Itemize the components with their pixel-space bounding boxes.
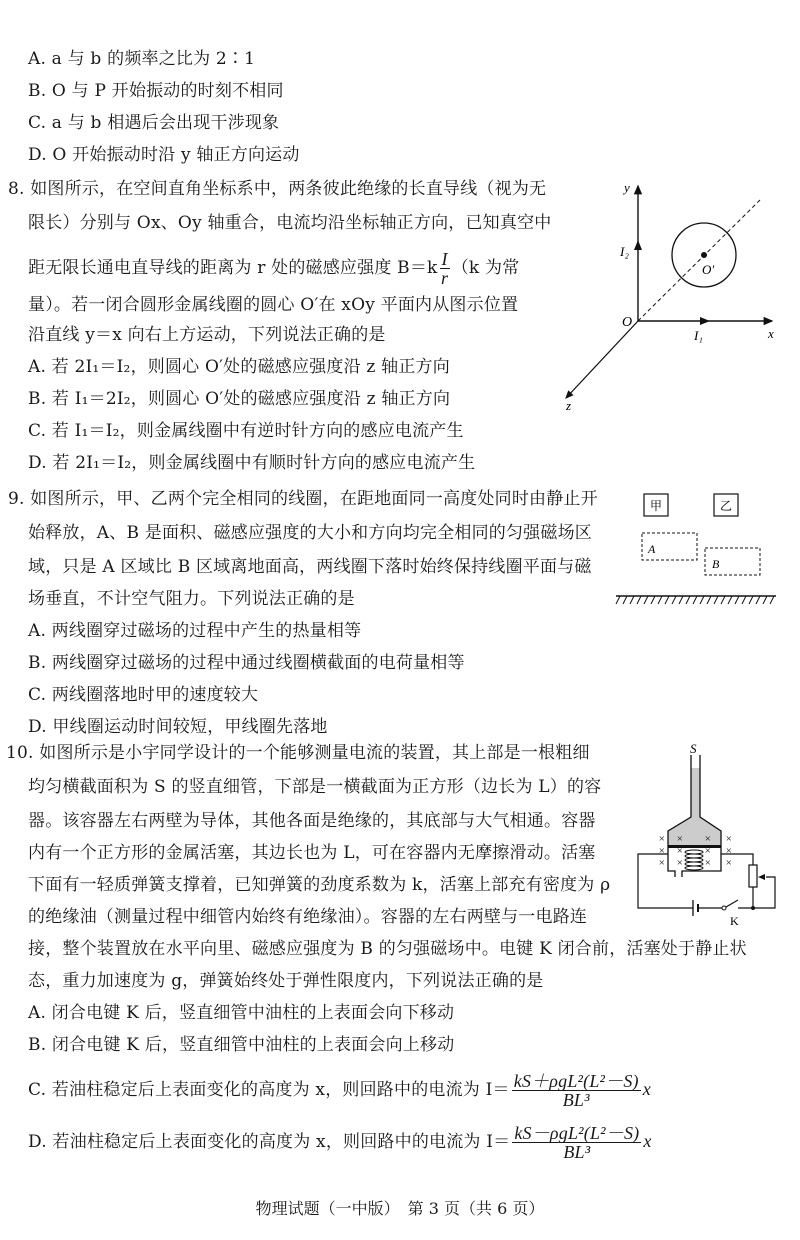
z-axis-label: z	[566, 398, 572, 413]
svg-text:×: ×	[725, 833, 733, 845]
ground-hatch	[616, 596, 774, 604]
q9-option-a: A. 两线圈穿过磁场的过程中产生的热量相等	[28, 621, 362, 641]
i2-arrow-icon	[634, 240, 642, 250]
line-y-equals-x	[638, 200, 760, 321]
container-left-wall	[668, 845, 675, 877]
switch-label: K	[730, 914, 739, 925]
q8-stem-line-3	[28, 250, 519, 287]
coil-center-dot	[701, 252, 707, 258]
q8-option-c: C. 若 I₁＝I₂，则金属线圈中有逆时针方向的感应电流产生	[28, 421, 464, 441]
q8-stem-line-3-text: 距无限长通电直导线的距离为 r 处的磁感应强度 B＝k	[28, 258, 438, 278]
q10-option-c	[28, 1072, 651, 1109]
option-c-denominator: BL³	[562, 1090, 590, 1110]
q8-stem-line-4: 量）。若一闭合圆形金属线圈的圆心 O′在 xOy 平面内从图示位置	[28, 295, 519, 315]
q9-stem-line-2: 始释放，A、B 是面积、磁感应强度的大小和方向均完全相同的匀强磁场区	[28, 523, 592, 543]
q8-option-d: D. 若 2I₁＝I₂，则金属线圈中有顺时针方向的感应电流产生	[28, 453, 476, 473]
x-axis-label: x	[768, 326, 774, 341]
rheostat-slider-arrow-icon[interactable]	[758, 874, 765, 880]
q10-stem-line-2: 均匀横截面积为 S 的竖直细管，下部是一横截面为正方形（边长为 L）的容	[28, 777, 602, 797]
option-c-x: x	[642, 1079, 651, 1099]
tube-area-label: S	[690, 741, 697, 756]
q9-option-c: C. 两线圈落地时甲的速度较大	[28, 685, 259, 705]
q10-stem-line-6: 的绝缘油（测量过程中细管内始终有绝缘油）。容器的左右两壁与一电路连	[28, 907, 588, 927]
svg-text:×: ×	[725, 857, 733, 869]
rheostat	[749, 865, 757, 887]
q8-coordinate-figure	[560, 170, 800, 420]
switch-pivot	[722, 906, 726, 910]
q10-option-d	[28, 1124, 652, 1161]
spring-icon	[685, 850, 703, 870]
q10-stem-line-5: 下面有一轻质弹簧支撑着，已知弹簧的劲度系数为 k，活塞上部充有密度为 ρ	[28, 875, 611, 895]
q7-option-b: B. O 与 P 开始振动的时刻不相同	[28, 81, 284, 101]
svg-text:×: ×	[676, 833, 684, 845]
q10-apparatus-figure	[620, 735, 800, 925]
origin-label: O	[622, 315, 633, 330]
formula-b-fraction	[440, 250, 450, 287]
y-axis-label: y	[624, 180, 630, 195]
coil-jia-label: 甲	[650, 499, 663, 513]
q10-stem-line-1: 10. 如图所示是小宇同学设计的一个能够测量电流的装置，其上部是一根粗细	[6, 743, 590, 763]
q8-stem-line-3-tail: （k 为常	[451, 258, 520, 278]
q9-stem-line-1: 9. 如图所示，甲、乙两个完全相同的线圈，在距地面同一高度处同时由静止开	[8, 489, 598, 509]
option-d-numerator: kS－ρgL²(L²－S)	[514, 1123, 640, 1143]
q9-coils-figure	[600, 480, 800, 620]
option-d-denominator: BL³	[563, 1142, 591, 1162]
option-c-fraction	[512, 1072, 641, 1109]
q9-stem-line-4: 场垂直，不计空气阻力。下列说法正确的是	[28, 589, 355, 609]
svg-text:×: ×	[676, 845, 684, 857]
q10-stem-line-8: 态，重力加速度为 g，弹簧始终处于弹性限度内，下列说法正确的是	[28, 971, 544, 991]
z-axis	[566, 321, 638, 398]
svg-text:×: ×	[658, 833, 666, 845]
q9-option-d: D. 甲线圈运动时间较短，甲线圈先落地	[28, 717, 328, 737]
i1-label: I₁	[694, 328, 703, 343]
svg-text:×: ×	[676, 857, 684, 869]
center-label: O′	[702, 262, 715, 277]
option-d-x: x	[643, 1131, 652, 1151]
q8-stem-line-2: 限长）分别与 Ox、Oy 轴重合，电流均沿坐标轴正方向，已知真空中	[28, 213, 552, 233]
q10-option-a: A. 闭合电键 K 后，竖直细管中油柱的上表面会向下移动	[28, 1003, 455, 1023]
svg-text:×: ×	[725, 845, 733, 857]
q10-option-b: B. 闭合电键 K 后，竖直细管中油柱的上表面会向上移动	[28, 1035, 455, 1055]
formula-numerator: I	[441, 249, 448, 269]
q10-option-d-text: D. 若油柱稳定后上表面变化的高度为 x，则回路中的电流为 I＝	[28, 1132, 511, 1152]
svg-text:×: ×	[704, 833, 712, 845]
q8-stem-line-1: 8. 如图所示，在空间直角坐标系中，两条彼此绝缘的长直导线（视为无	[8, 179, 547, 199]
q9-option-b: B. 两线圈穿过磁场的过程中通过线圈横截面的电荷量相等	[28, 653, 465, 673]
q8-stem-line-5: 沿直线 y＝x 向右上方运动，下列说法正确的是	[28, 325, 386, 345]
svg-text:×: ×	[658, 857, 666, 869]
formula-denominator: r	[441, 268, 449, 288]
region-b-label: B	[712, 557, 720, 571]
q7-option-c: C. a 与 b 相遇后会出现干涉现象	[28, 113, 280, 133]
page-footer: 物理试题（一中版） 第 3 页（共 6 页）	[255, 1199, 545, 1218]
switch-k-icon[interactable]	[726, 900, 738, 907]
i1-arrow-icon	[700, 317, 710, 325]
circuit-left-wire	[638, 854, 693, 908]
q10-stem-line-4: 内有一个正方形的金属活塞，其边长也为 L，可在容器内无摩擦滑动。活塞	[28, 843, 596, 863]
svg-text:×: ×	[704, 845, 712, 857]
q10-option-c-text: C. 若油柱稳定后上表面变化的高度为 x，则回路中的电流为 I＝	[28, 1080, 510, 1100]
q8-option-a: A. 若 2I₁＝I₂，则圆心 O′处的磁感应强度沿 z 轴正方向	[28, 357, 450, 377]
option-c-numerator: kS＋ρgL²(L²－S)	[513, 1071, 639, 1091]
option-d-fraction	[512, 1124, 641, 1161]
q10-stem-line-3: 器。该容器左右两壁为导体，其他各面是绝缘的，其底部与大气相通。容器	[28, 811, 596, 831]
q7-option-d: D. O 开始振动时沿 y 轴正方向运动	[28, 145, 300, 165]
svg-text:×: ×	[658, 845, 666, 857]
region-a-label: A	[648, 542, 656, 556]
q7-option-a: A. a 与 b 的频率之比为 2∶1	[28, 49, 256, 69]
i2-label: I₂	[620, 244, 629, 259]
q10-stem-line-7: 接，整个装置放在水平向里、磁感应强度为 B 的匀强磁场中。电键 K 闭合前，活塞处于静止状	[28, 939, 747, 959]
svg-text:×: ×	[704, 857, 712, 869]
q9-stem-line-3: 域，只是 A 区域比 B 区域离地面高，两线圈下落时始终保持线圈平面与磁	[28, 557, 592, 577]
coil-yi-label: 乙	[720, 499, 733, 513]
q8-option-b: B. 若 I₁＝2I₂，则圆心 O′处的磁感应强度沿 z 轴正方向	[28, 389, 451, 409]
